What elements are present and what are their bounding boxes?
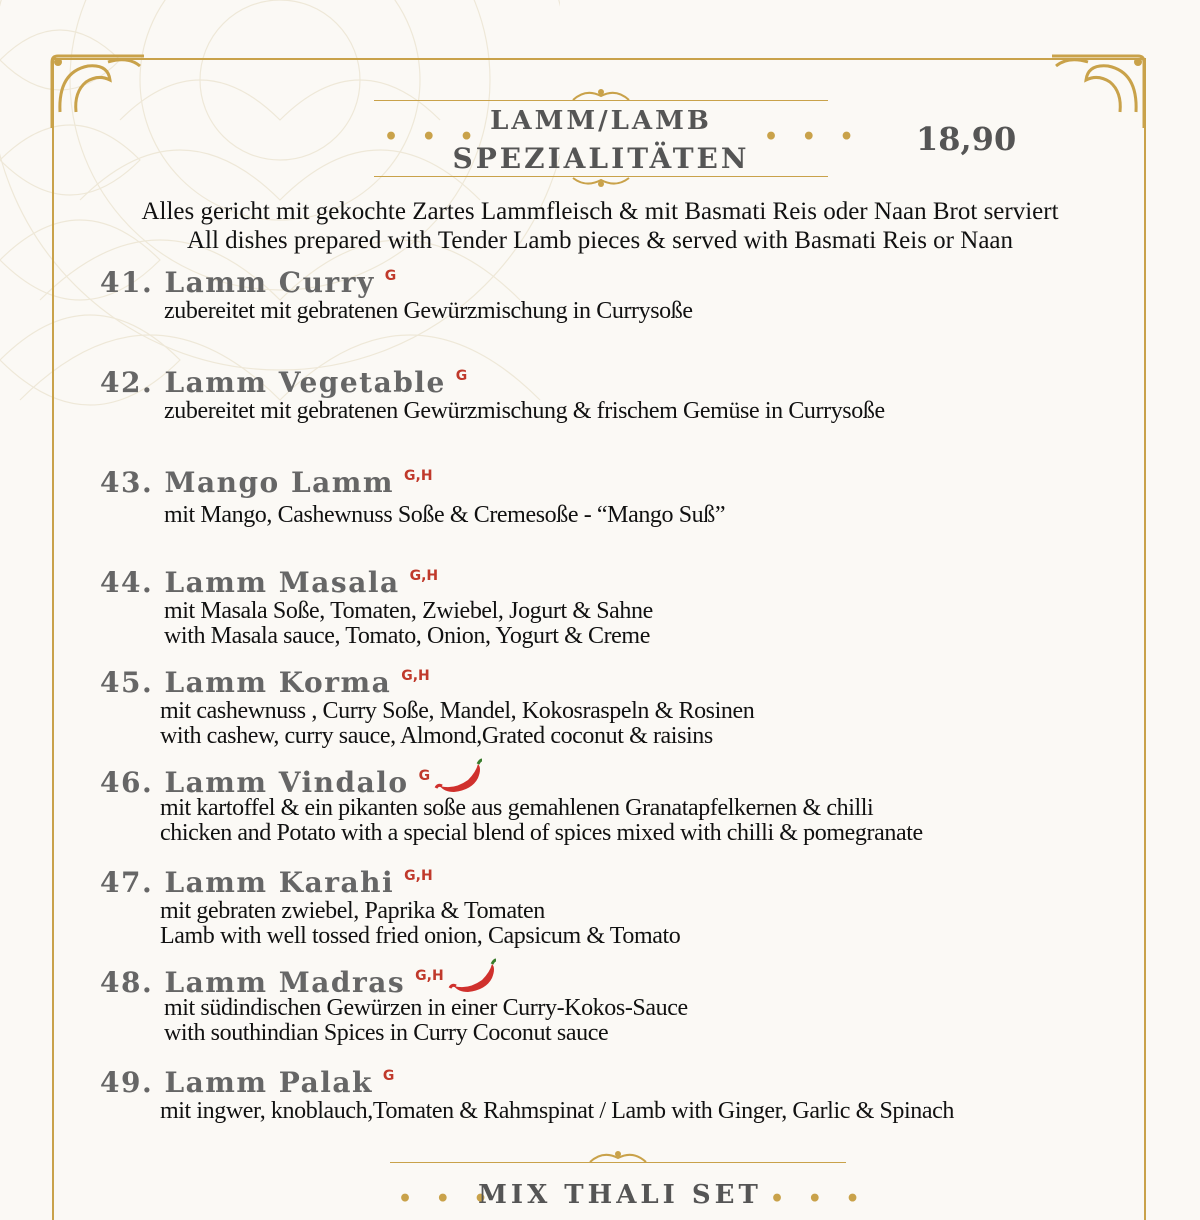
menu-item-desc-en: chicken and Potato with a special blend of spices mixed with chilli & pomegranate (160, 820, 923, 846)
menu-item (100, 766, 923, 846)
header-flourish-bottom (571, 176, 631, 190)
corner-ornament-right (1048, 52, 1148, 132)
menu-item-name: 47. Lamm Karahi $^{G,H}$ (100, 866, 433, 899)
menu-item-name: 48. Lamm Madras $^{G,H}$ (100, 966, 688, 1002)
allergen-code: G (384, 268, 397, 284)
intro-line-en: All dishes prepared with Tender Lamb pieces & served with Basmati Reis or Naan (186, 227, 1014, 254)
menu-item-name: 42. Lamm Vegetable $^G$ (100, 366, 468, 399)
menu-item (100, 966, 688, 1046)
header-dots-right: • • • (764, 124, 862, 150)
allergen-code: G (418, 768, 431, 784)
menu-item (100, 666, 754, 749)
menu-item-desc: zubereitet mit gebratenen Gewürzmischung & frischem Gemüse in Currysoße (164, 398, 885, 424)
header-dots-left: • • • (384, 124, 482, 150)
menu-item-name: 49. Lamm Palak $^G$ (100, 1066, 395, 1099)
menu-item-desc: mit Mango, Cashewnuss Soße & Cremesoße - “Mango Suß” (164, 502, 726, 528)
footer-dots-left: • • • (398, 1186, 496, 1212)
menu-item (100, 866, 680, 949)
menu-item (100, 366, 885, 424)
allergen-code: G,H (409, 568, 439, 584)
menu-item-name: 41. Lamm Curry $^G$ (100, 266, 397, 299)
section-price: 18,90 (916, 120, 1017, 158)
menu-item-name: 45. Lamm Korma $^{G,H}$ (100, 666, 430, 699)
menu-item (100, 566, 653, 649)
menu-item-desc-en: with southindian Spices in Curry Coconut sauce (164, 1020, 609, 1046)
menu-item-desc-en: with cashew, curry sauce, Almond,Grated coconut & raisins (160, 723, 713, 749)
allergen-code: G,H (404, 468, 433, 484)
section-title-line2: SPEZIALITÄTEN (452, 142, 750, 175)
menu-item-name: 43. Mango Lamm $^{G,H}$ (100, 466, 433, 499)
allergen-code: G,H (415, 968, 444, 984)
menu-item-desc: mit kartoffel & ein pikanten soße aus gemahlenen Granatapfelkernen & chilli (160, 795, 874, 821)
menu-item (100, 266, 693, 324)
menu-item-name: 44. Lamm Masala $^{G,H}$ (100, 566, 439, 599)
menu-item-desc: zubereitet mit gebratenen Gewürzmischung in Currysoße (164, 298, 693, 324)
intro-text (40, 197, 1160, 255)
footer-flourish (588, 1148, 648, 1164)
allergen-code: G (382, 1068, 395, 1084)
menu-item-name: 46. Lamm Vindalo $^G$ (100, 766, 923, 802)
section-title-line1: LAMM/LAMB (490, 106, 712, 136)
footer-dots-right: • • • (770, 1186, 868, 1212)
menu-item-desc: mit ingwer, knoblauch,Tomaten & Rahmspinat / Lamb with Ginger, Garlic & Spinach (160, 1098, 954, 1124)
menu-item-desc: mit cashewnuss , Curry Soße, Mandel, Kokosraspeln & Rosinen (160, 698, 755, 724)
menu-item-desc-en: with Masala sauce, Tomato, Onion, Yogurt & Creme (164, 623, 650, 649)
chili-icon (448, 958, 498, 994)
chili-icon (434, 758, 484, 794)
header-flourish-top (571, 86, 631, 102)
allergen-code: G (455, 368, 468, 384)
menu-item-desc-en: Lamb with well tossed fried onion, Capsicum & Tomato (160, 923, 681, 949)
menu-item-desc: mit südindischen Gewürzen in einer Curry-Kokos-Sauce (164, 995, 688, 1021)
menu-item (100, 1066, 954, 1124)
menu-item (100, 466, 725, 528)
next-section-title: MIX THALI SET (478, 1180, 762, 1210)
allergen-code: G,H (401, 668, 430, 684)
corner-ornament-left (48, 52, 148, 132)
intro-line-de: Alles gericht mit gekochte Zartes Lammfleisch & mit Basmati Reis oder Naan Brot serviert (141, 198, 1059, 225)
menu-item-desc: mit Masala Soße, Tomaten, Zwiebel, Jogurt & Sahne (164, 598, 653, 624)
allergen-code: G,H (404, 868, 433, 884)
menu-item-desc: mit gebraten zwiebel, Paprika & Tomaten (160, 898, 545, 924)
